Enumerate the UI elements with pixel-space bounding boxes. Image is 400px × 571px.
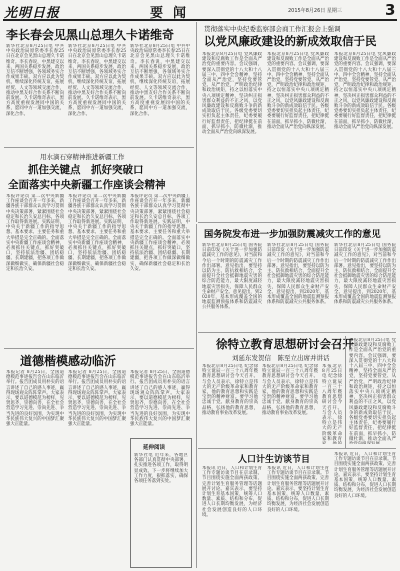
headline-moral-models: 道德楷模感动临沂 xyxy=(20,354,117,368)
section-divider xyxy=(198,222,396,223)
section-divider xyxy=(198,448,396,449)
newspaper-logo: 光明日报 xyxy=(4,6,61,21)
headline-disaster-prevention: 国务院发布进一步加强防震减灾工作的意见 xyxy=(204,229,381,240)
section-divider xyxy=(4,348,194,349)
masthead xyxy=(0,0,400,20)
article-body-xinjiang-col1: 本报评论员 第二次中央新疆工作座谈会召开一年多来，新疆各族干部群众认真学习贯彻中央决策部署，紧紧围绕社会稳定和长治久安总目标，各项工作取得新进展。实践证明，中央关于新疆工作的指导思想、基本要求、主要任务和重大举措是完全正确的。全面落实中央新疆工作座谈会精神，必须抓住关键点，抓好突破口，坚持依法治疆、团结稳疆、长期建疆，把各项工作做深做细做实，确保新疆社会稳定和长治久安。 xyxy=(6,194,64,272)
article-body-anti-corruption-col3: 本报北京8月25日电 党风廉政建设和反腐败工作是全面从严治党的重要内容。会议强调，要深入贯彻党的十八大和十八届三中、四中全会精神，坚持全面从严治党，坚持党要管党、从严治党，严明政治纪律和政治规矩，持之以恒落实中央八项规定精神，坚决纠正损害群众利益的不正之风，以党风廉政建设和反腐败斗争的新成效取信于民。各级党委要切实担负起主体责任，纪委要履行好监督责任，把纪律挺在前面，抓早抓小，防微杜渐，推动全面从严治党向纵深发展。 xyxy=(334,52,396,130)
article-body-li-changchun-col1: 新华社北京8月25日电 中共中央政治局原常委李长春25日在北京会见黑山总理久卡诺维奇。李长春说，中黑建交以来，两国关系稳步发展，政治互信不断增强，各领域务实合作成果丰硕。双方应以此为契机，继续深化传统友谊，拓展经贸、人文等领域交流合作，推动中黑友好合作关系不断向前发展。久卡诺维奇表示，黑方高度重视发展同中国的关系，愿同中方一道加强交流，深化合作。 xyxy=(6,44,64,117)
dateline: 2015年8月26日 星期三 xyxy=(288,8,342,14)
article-body-anti-corruption-col1: 本报北京8月25日电 党风廉政建设和反腐败工作是全面从严治党的重要内容。会议强调，要深入贯彻党的十八大和十八届三中、四中全会精神，坚持全面从严治党，坚持党要管党、从严治党，严明政治纪律和政治规矩，持之以恒落实中央八项规定精神，坚决纠正损害群众利益的不正之风，以党风廉政建设和反腐败斗争的新成效取信于民。各级党委要切实担负起主体责任，纪委要履行好监督责任，把纪律挺在前面，抓早抓小，防微杜渐，推动全面从严治党向纵深发展。 xyxy=(202,52,262,136)
article-body-moral-models-col2: 本报记者 8月25日，全国道德模范事迹报告会在山东临沂举行。报告团成员用朴实的语言讲述了自己的感人事迹，赢得现场观众阵阵掌声。大家表示，要以道德模范为榜样，见贤思齐，崇德向善，在全社会营造学习先进、崇尚先进、争当先进的良好氛围，为实现中华民族伟大复兴的中国梦汇聚强大正能量。 xyxy=(68,370,126,428)
section-divider xyxy=(4,147,194,148)
headline-xinjiang-line2: 全面落实中央新疆工作座谈会精神 xyxy=(8,179,166,191)
column-divider xyxy=(345,336,346,448)
subhead-xu-teli: 刘延东发贺信 陈至立出席并讲话 xyxy=(232,354,330,362)
headline-anti-corruption: 以党风廉政建设的新成效取信于民 xyxy=(204,34,377,48)
column-divider xyxy=(196,22,197,222)
article-body-xu-teli-col1: 本报北京8月25日电 纪念徐特立诞辰一百三十八周年暨教育思想研讨会今天召开。与会人员表示，徐特立是伟大的无产阶级革命家和教育家，他的教育思想和实践是宝贵的精神财富。要学习他忠诚于党、献身教育的崇高品格，弘扬他的教育思想，推动教育事业改革发展。 xyxy=(202,364,258,416)
page-number: 3 xyxy=(385,1,396,19)
article-body-xu-teli-col2: 本报北京8月25日电 纪念徐特立诞辰一百三十八周年暨教育思想研讨会今天召开。与会人员表示，徐特立是伟大的无产阶级革命家和教育家，他的教育思想和实践是宝贵的精神财富。要学习他忠诚于党、献身教育的崇高品格，弘扬他的教育思想，推动教育事业改革发展。 xyxy=(262,364,318,416)
article-body-li-changchun-col3: 新华社北京8月25日电 中共中央政治局原常委李长春25日在北京会见黑山总理久卡诺维奇。李长春说，中黑建交以来，两国关系稳步发展，政治互信不断增强，各领域务实合作成果丰硕。双方应以此为契机，继续深化传统友谊，拓展经贸、人文等领域交流合作，推动中黑友好合作关系不断向前发展。久卡诺维奇表示，黑方高度重视发展同中国的关系，愿同中方一道加强交流，深化合作。 xyxy=(130,44,190,117)
kicker-xinjiang: 用水滴石穿精神推进新疆工作 xyxy=(40,153,125,161)
article-body-moral-models-col1: 本报记者 8月25日，全国道德模范事迹报告会在山东临沂举行。报告团成员用朴实的语言讲述了自己的感人事迹，赢得现场观众阵阵掌声。大家表示，要以道德模范为榜样，见贤思齐，崇德向善，在全社会营造学习先进、崇尚先进、争当先进的良好氛围，为实现中华民族伟大复兴的中国梦汇聚强大正能量。 xyxy=(6,370,64,428)
sidebar-box xyxy=(130,438,192,568)
article-body-moral-models-col3: 本报记者 8月25日，全国道德模范事迹报告会在山东临沂举行。报告团成员用朴实的语言讲述了自己的感人事迹，赢得现场观众阵阵掌声。大家表示，要以道德模范为榜样，见贤思齐，崇德向善，在全社会营造学习先进、崇尚先进、争当先进的良好氛围，为实现中华民族伟大复兴的中国梦汇聚强大正能量。 xyxy=(130,370,190,428)
article-body-anti-corruption-col2: 本报北京8月25日电 党风廉政建设和反腐败工作是全面从严治党的重要内容。会议强调，要深入贯彻党的十八大和十八届三中、四中全会精神，坚持全面从严治党，坚持党要管党、从严治党，严明政治纪律和政治规矩，持之以恒落实中央八项规定精神，坚决纠正损害群众利益的不正之风，以党风廉政建设和反腐败斗争的新成效取信于民。各级党委要切实担负起主体责任，纪委要履行好监督责任，把纪律挺在前面，抓早抓小，防微杜渐，推动全面从严治党向纵深发展。 xyxy=(267,52,329,130)
headline-li-changchun: 李长春会见黑山总理久卡诺维奇 xyxy=(6,28,175,42)
article-body-population-col1: 本报讯 近日，人口和计划生育工作专题访谈节目在京录制。节目围绕实施全面两孩政策、完善计划生育服务管理等话题展开讨论。嘉宾表示，要坚持计划生育基本国策，统筹人口数量、素质、结构和分布，促进人口长期均衡发展，为经济社会发展创造良好的人口环境。 xyxy=(202,466,262,518)
column-divider xyxy=(196,224,197,568)
headline-xu-teli: 徐特立教育思想研讨会召开 xyxy=(216,337,354,351)
article-body-xinjiang-col3: 本报评论员 第二次中央新疆工作座谈会召开一年多来，新疆各族干部群众认真学习贯彻中央决策部署，紧紧围绕社会稳定和长治久安总目标，各项工作取得新进展。实践证明，中央关于新疆工作的指导思想、基本要求、主要任务和重大举措是完全正确的。全面落实中央新疆工作座谈会精神，必须抓住关键点，抓好突破口，坚持依法治疆、团结稳疆、长期建疆，把各项工作做深做细做实，确保新疆社会稳定和长治久安。 xyxy=(130,194,190,272)
headline-xinjiang-line1: 抓住关键点 抓好突破口 xyxy=(28,164,144,176)
sidebar-box-body: 新华社电 近年来，各地区各部门认真贯彻中央部署，扎实推进各项工作，取得明显成效。下一步将继续加大工作力度，狠抓落实，确保各项任务落到实处。 xyxy=(134,453,188,485)
section-divider xyxy=(198,332,396,333)
sidebar-box-title: 延伸阅读 xyxy=(143,445,166,451)
section-title: 要闻 xyxy=(150,6,197,21)
article-body-side-column: 本报北京8月25日电 党风廉政建设和反腐败工作是全面从严治党的重要内容。会议强调，要深入贯彻党的十八大和十八届三中、四中全会精神，坚持全面从严治党，坚持党要管党、从严治党，严明政治纪律和政治规矩，持之以恒落实中央八项规定精神，坚决纠正损害群众利益的不正之风，以党风廉政建设和反腐败斗争的新成效取信于民。各级党委要切实担负起主体责任，纪委要履行好监督责任，把纪律挺在前面，抓早抓小，防微杜渐，推动全面从严 xyxy=(349,338,396,442)
article-body-population-col2: 本报讯 近日，人口和计划生育工作专题访谈节目在京录制。节目围绕实施全面两孩政策、完善计划生育服务管理等话题展开讨论。嘉宾表示，要坚持计划生育基本国策，统筹人口数量、素质、结构和分布，促进人口长期均衡发展，为经济社会发展创造良好的人口环境。 xyxy=(267,466,329,513)
article-body-disaster-col3: 新华社北京8月25日电 国务院日前印发《关于进一步加强防震减灾工作的意见》，对当前和今后一个时期的防震减灾工作作出部署。意见指出，要坚持以防为主、防抗救相结合，全面提升全社会抵御地震灾害的综合防范能力，最大限度减轻地震灾害损失，保障人民群众生命财产安全。意见提出，到2020年，基本形成覆盖全国的地震监测预报体系和防震减灾公共服务体系。 xyxy=(334,243,396,306)
article-body-li-changchun-col2: 新华社北京8月25日电 中共中央政治局原常委李长春25日在北京会见黑山总理久卡诺维奇。李长春说，中黑建交以来，两国关系稳步发展，政治互信不断增强，各领域务实合作成果丰硕。双方应以此为契机，继续深化传统友谊，拓展经贸、人文等领域交流合作，推动中黑友好合作关系不断向前发展。久卡诺维奇表示，黑方高度重视发展同中国的关系，愿同中方一道加强交流，深化合作。 xyxy=(68,44,126,117)
headline-population-program: 人口计生访谈节目 xyxy=(238,455,311,465)
article-body-xinjiang-col2: 本报评论员 第二次中央新疆工作座谈会召开一年多来，新疆各族干部群众认真学习贯彻中央决策部署，紧紧围绕社会稳定和长治久安总目标，各项工作取得新进展。实践证明，中央关于新疆工作的指导思想、基本要求、主要任务和重大举措是完全正确的。全面落实中央新疆工作座谈会精神，必须抓住关键点，抓好突破口，坚持依法治疆、团结稳疆、长期建疆，把各项工作做深做细做实，确保新疆社会稳定和长治久安。 xyxy=(68,194,126,272)
article-body-disaster-col2: 新华社北京8月25日电 国务院日前印发《关于进一步加强防震减灾工作的意见》，对当前和今后一个时期的防震减灾工作作出部署。意见指出，要坚持以防为主、防抗救相结合，全面提升全社会抵御地震灾害的综合防范能力，最大限度减轻地震灾害损失，保障人民群众生命财产安全。意见提出，到2020年，基本形成覆盖全国的地震监测预报体系和防震减灾公共服务体系。 xyxy=(267,243,329,306)
article-body-disaster-col1: 新华社北京8月25日电 国务院日前印发《关于进一步加强防震减灾工作的意见》，对当前和今后一个时期的防震减灾工作作出部署。意见指出，要坚持以防为主、防抗救相结合，全面提升全社会抵御地震灾害的综合防范能力，最大限度减轻地震灾害损失，保障人民群众生命财产安全。意见提出，到2020年，基本形成覆盖全国的地震监测预报体系和防震减灾公共服务体系。 xyxy=(202,243,262,311)
masthead-rule xyxy=(3,19,397,21)
article-body-xu-teli-col3: 本报北京8月25日电 纪念徐特立诞辰一百三十八周年暨教育思想研讨会今天召开。与会人员表示，徐特立是伟大的无产阶级革命家和教育 xyxy=(322,364,342,442)
kicker-anti-corruption: 贯彻落实中央纪委监察部会商工作汇报会上强调 xyxy=(204,25,341,33)
article-body-population-col3: 本报讯 近日，人口和计划生育工作专题访谈节目在京录制。节目围绕实施全面两孩政策、完善计划生育服务管理等话题展开讨论。嘉宾表示，要坚持计划生育基本国策，统筹人口数量、素质、结构和分布，促进人口长期均衡发展，为经济社会发展创造良好的人口环境。 xyxy=(334,452,396,499)
